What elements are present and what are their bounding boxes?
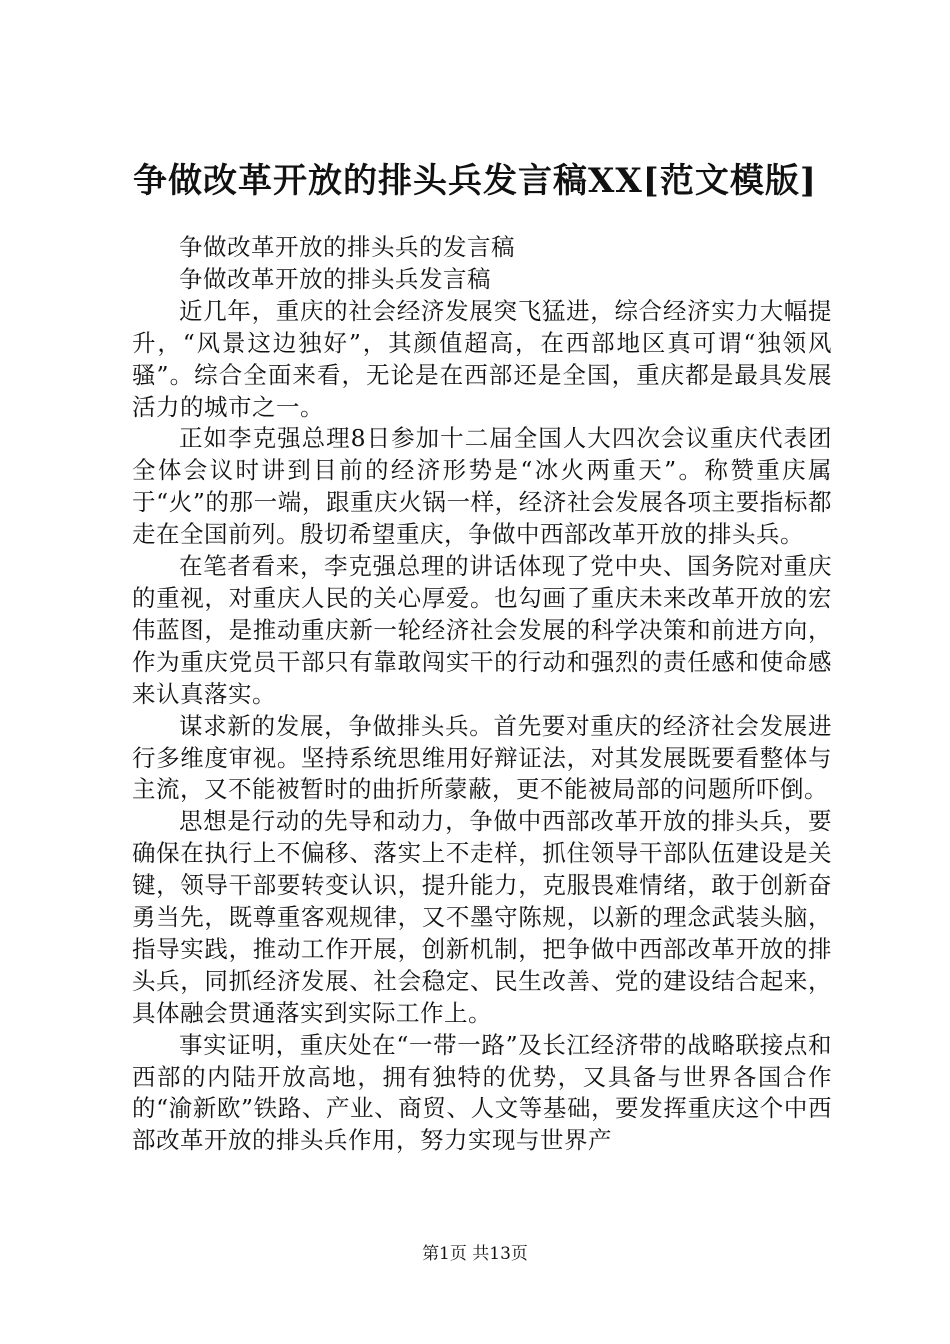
document-body xyxy=(132,232,832,1157)
body-paragraph: 思想是行动的先导和动力，争做中西部改革开放的排头兵，要确保在执行上不偏移、落实上不走样，抓住领导干部队伍建设是关键，领导干部要转变认识，提升能力，克服畏难情绪，敢于创新奋勇当先，既尊重客观规律，又不墨守陈规，以新的理念武装头脑，指导实践，推动工作开展，创新机制，把争做中西部改革开放的排头兵，同抓经济发展、社会稳定、民生改善、党的建设结合起来，具体融会贯通落实到实际工作上。 xyxy=(132,807,832,1027)
subtitle-paragraph: 争做改革开放的排头兵的发言稿 xyxy=(179,233,515,261)
body-paragraph: 正如李克强总理8日参加十二届全国人大四次会议重庆代表团全体会议时讲到目前的经济形势是“冰火两重天”。称赞重庆属于“火”的那一端，跟重庆火锅一样，经济社会发展各项主要指标都走在全国前列。殷切希望重庆，争做中西部改革开放的排头兵。 xyxy=(132,424,832,549)
body-paragraph: 在笔者看来，李克强总理的讲话体现了党中央、国务院对重庆的重视，对重庆人民的关心厚爱。也勾画了重庆未来改革开放的宏伟蓝图，是推动重庆新一轮经济社会发展的科学决策和前进方向，作为重庆党员干部只有靠敢闯实干的行动和强烈的责任感和使命感来认真落实。 xyxy=(132,552,832,708)
body-paragraph: 谋求新的发展，争做排头兵。首先要对重庆的经济社会发展进行多维度审视。坚持系统思维用好辩证法，对其发展既要看整体与主流，又不能被暂时的曲折所蒙蔽，更不能被局部的问题所吓倒。 xyxy=(132,711,832,804)
page-number-footer: 第1页 共13页 xyxy=(422,1244,528,1264)
body-paragraph: 事实证明，重庆处在“一带一路”及长江经济带的战略联接点和西部的内陆开放高地，拥有独特的优势，又具备与世界各国合作的“渝新欧”铁路、产业、商贸、人文等基础，要发挥重庆这个中西部改革开放的排头兵作用，努力实现与世界产 xyxy=(132,1030,832,1155)
body-paragraph: 近几年，重庆的社会经济发展突飞猛进，综合经济实力大幅提升，“风景这边独好”，其颜值超高，在西部地区真可谓“独领风骚”。综合全面来看，无论是在西部还是全国，重庆都是最具发展活力的城市之一。 xyxy=(132,296,832,421)
subtitle-paragraph: 争做改革开放的排头兵发言稿 xyxy=(179,264,491,293)
document-title: 争做改革开放的排头兵发言稿XX[范文模版] xyxy=(133,161,817,201)
